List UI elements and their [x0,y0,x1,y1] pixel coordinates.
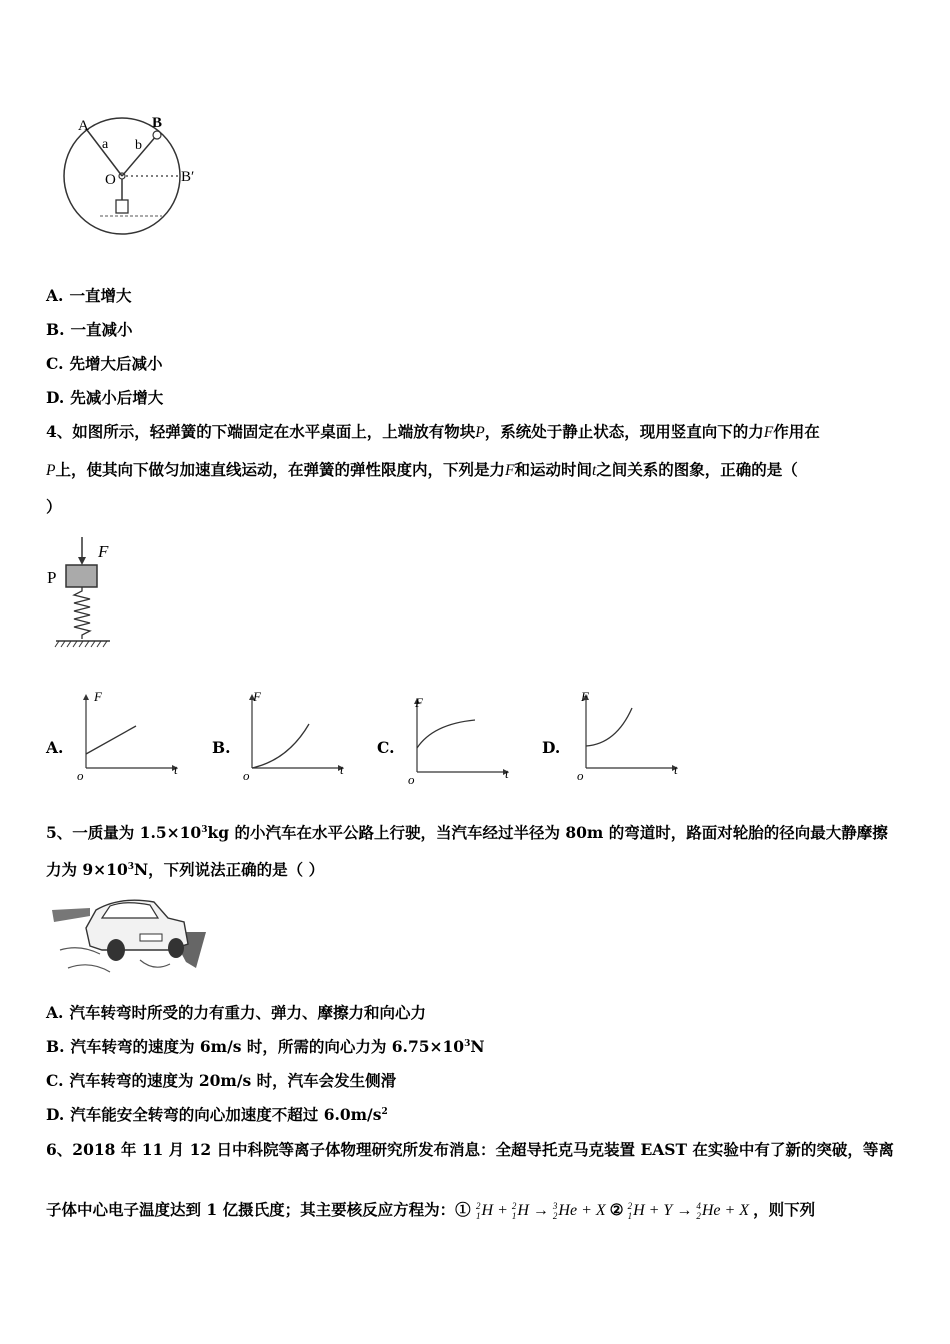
q4-graph-d-letter[interactable]: D. [542,738,561,757]
symbol-F: F [504,462,515,479]
road-edge [52,908,90,922]
q4-graph-b[interactable] [238,688,353,783]
label-B-prime: B′ [181,169,195,185]
origin-o: o [577,768,584,783]
option-text: 一直增大 [69,286,132,305]
q4-graph-a[interactable] [72,688,187,783]
q5-option-d[interactable]: D. 汽车能安全转弯的向心加速度不超过 $6.0m/s^2$ [46,1105,388,1124]
q5-option-a[interactable] [46,1003,426,1023]
option-letter: A. [46,1003,64,1022]
spring [74,587,90,639]
reaction-equation-2: 2 1H + Y → 4 2He + X [627,1201,750,1222]
symbol-F: F [763,424,774,441]
option-text: 汽车能安全转弯的向心加速度不超过 6.0m/s [70,1105,382,1124]
q4-graph-a-letter[interactable]: A. [46,738,64,757]
q5-stem-line1: 5、一质量为 $1.5\times 10^3kg$ 的小汽车在水平公路上行驶，当汽车经过半径为 80m 的弯道时，路面对轮胎的径向最大静摩擦 [46,823,888,842]
axis-F: F [581,689,589,704]
wheel-rear [107,939,125,961]
q4-stem-line1: 4、如图所示，轻弹簧的下端固定在水平桌面上，上端放有物块P，系统处于静止状态，现用竖直向下的力F作用在 [46,422,820,441]
q3-option-d[interactable] [46,388,163,408]
q3-circle-figure [60,108,230,238]
axis-t: t [505,766,509,781]
fig-label-F: F [98,542,109,561]
label-B: B [152,115,163,131]
q4-graph-d[interactable] [572,688,687,783]
label-b: b [135,138,142,153]
option-letter: C. [46,1071,64,1090]
curve-linear [86,726,136,754]
q4-graph-c[interactable] [403,692,518,787]
q6-stem-line2: 子体中心电子温度达到 1 亿摄氏度；其主要核反应方程为：① 2 1H + 2 1H → 3 2He + X ② 2 1H + Y → 4 2He + X ，则下列 [46,1200,816,1222]
option-letter: D. [46,388,65,407]
symbol-t: t [591,462,597,479]
axis-F: F [415,695,423,710]
option-letter: C. [46,354,64,373]
curve-concave-down [417,720,475,748]
q3-option-a[interactable] [46,286,131,306]
q3-option-b[interactable] [46,320,133,340]
q5-option-b[interactable]: B. 汽车转弯的速度为 6m/s 时，所需的向心力为 $6.75\times 10^3N$ [46,1037,485,1056]
symbol-P: P [46,462,56,479]
q3-option-c[interactable] [46,354,162,374]
q6-stem-line1: 6、2018 年 11 月 12 日中科院等离子体物理研究所发布消息：全超导托克马克装置 EAST 在实验中有了新的突破，等离 [46,1140,894,1159]
q5-stem-line2: 力为 $9\times 10^3N$，下列说法正确的是（ ） [46,860,325,879]
circled-two: ② [609,1200,624,1219]
block-P [66,565,97,587]
reaction-equation-1: 2 1H + 2 1H → 3 2He + X [476,1201,606,1222]
axis-t: t [174,762,178,777]
option-letter: B. [46,320,65,339]
q4-stem-line2: P上，使其向下做匀加速直线运动，在弹簧的弹性限度内，下列是力F和运动时间t之间关系的图象，正确的是（ [46,460,798,479]
symbol-P: P [475,424,485,441]
origin-o: o [243,768,250,783]
option-letter: B. [46,1037,65,1056]
axis-F: F [253,689,261,704]
point-B [153,131,161,139]
force-arrowhead [78,557,86,565]
option-letter: A. [46,286,64,305]
axis-F: F [94,689,102,704]
option-text: 汽车转弯的速度为 6m/s 时，所需的向心力为 6.75×10 [70,1037,465,1056]
label-O: O [105,172,116,188]
q4-spring-figure [44,535,124,660]
axis-t: t [674,762,678,777]
hanging-weight [116,200,128,213]
option-letter: D. [46,1105,65,1124]
option-text: 一直减小 [70,320,133,339]
curve-convex-up [252,724,309,768]
option-text: 先增大后减小 [69,354,163,373]
curve-offset-convex [586,708,632,746]
origin-o: o [77,768,84,783]
q5-option-c[interactable] [46,1071,396,1091]
option-text: 汽车转弯时所受的力有重力、弹力、摩擦力和向心力 [69,1003,426,1022]
label-a: a [102,137,109,152]
car-plate [140,934,162,941]
origin-o: o [408,772,415,787]
q4-graph-c-letter[interactable]: C. [377,738,395,757]
fig-label-P: P [47,568,57,587]
q4-graph-b-letter[interactable]: B. [212,738,231,757]
q5-car-figure [50,888,215,980]
ground-hatch [55,641,107,647]
axis-t: t [340,762,344,777]
wheel-front [168,938,184,958]
option-text: 先减小后增大 [70,388,164,407]
q4-stem-line3: ） [46,497,62,516]
option-text: 汽车转弯的速度为 20m/s 时，汽车会发生侧滑 [69,1071,397,1090]
label-A: A [78,118,89,134]
